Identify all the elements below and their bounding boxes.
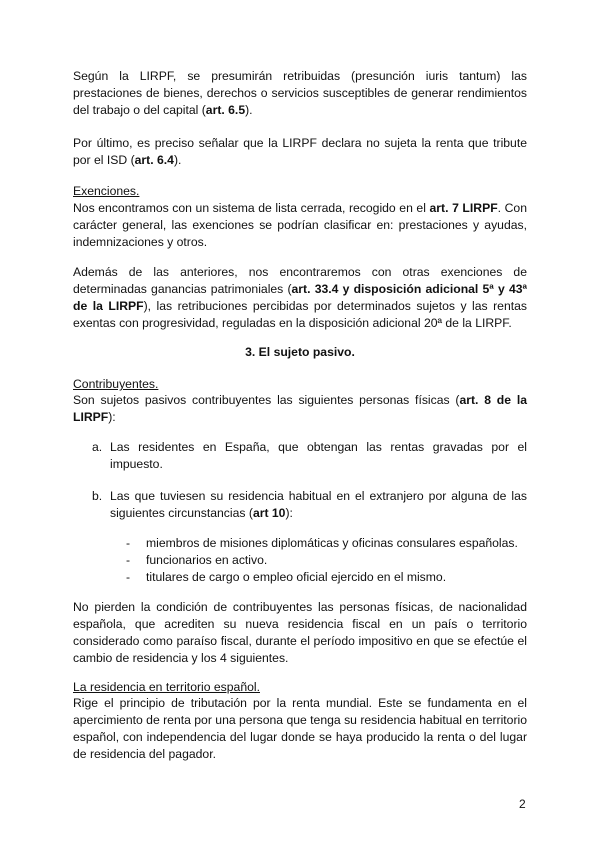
list-item-text: Las que tuviesen su residencia habitual en el extranjero por alguna de las siguientes circunstancias (art 10): <box>110 489 527 520</box>
paragraph-exenciones: Nos encontramos con un sistema de lista cerrada, recogido en el art. 7 LIRPF. Con carácter general, las exenciones se podrían clasificar en: prestaciones y ayudas, indemnizaciones y otros. <box>73 201 527 249</box>
list-item-b <box>92 488 527 522</box>
ref-art-10: art 10 <box>252 506 286 520</box>
section-title: 3. El sujeto pasivo. <box>245 345 355 359</box>
paragraph-residencia: Rige el principio de tributación por la renta mundial. Este se fundamenta en el apercimiento de renta por una persona que tenga su residencia habitual en territorio español, con independencia del lugar donde se haya producido la renta o del lugar de residencia del pagador. <box>73 696 527 761</box>
list-marker: a. <box>92 440 103 454</box>
heading-contribuyentes: Contribuyentes. <box>73 377 159 391</box>
list-item-text: Las residentes en España, que obtengan las rentas gravadas por el impuesto. <box>110 440 527 471</box>
ref-art-6-4: art. 6.4 <box>134 153 174 167</box>
sublist-item: - funcionarios en activo. <box>126 553 268 567</box>
ref-art-8: art. 8 de la LIRPF <box>73 393 527 424</box>
list-item-a <box>92 439 527 473</box>
paragraph-contribuyentes: Son sujetos pasivos contribuyentes las siguientes personas físicas (art. 8 de la LIRPF): <box>73 393 527 424</box>
paragraph-presuncion: Según la LIRPF, se presumirán retribuidas (presunción iuris tantum) las prestaciones de bienes, derechos o servicios susceptibles de generar rendimientos del trabajo o del capital (art. 6.5). <box>73 69 527 117</box>
page-number: 2 <box>519 797 526 811</box>
heading-residencia: La residencia en territorio español. <box>73 680 260 694</box>
sublist <box>126 535 526 586</box>
heading-exenciones: Exenciones. <box>73 184 140 198</box>
ref-art-7: art. 7 LIRPF <box>429 201 498 215</box>
ref-art-33-4: art. 33.4 y disposición adicional 5ª y 43ª de la LIRPF <box>73 282 528 313</box>
paragraph-no-sujeta: Por último, es preciso señalar que la LIRPF declara no sujeta la renta que tribute por el ISD (art. 6.4). <box>73 136 527 167</box>
paragraph-otras-exenciones: Además de las anteriores, nos encontraremos con otras exenciones de determinadas ganancias patrimoniales (art. 33.4 y disposición adicional 5ª y 43ª de la LIRPF), las retribuciones percibidas por determinados sujetos y las rentas exentas con progresividad, reguladas en la disposición adicional 20ª de la LIRPF. <box>73 265 528 330</box>
sublist-item: - miembros de misiones diplomáticas y oficinas consulares españolas. <box>126 536 518 550</box>
ref-art-6-5: art. 6.5 <box>205 103 246 117</box>
sublist-item: - titulares de cargo o empleo oficial ejercido en el mismo. <box>126 570 447 584</box>
list-marker: b. <box>92 489 103 503</box>
paragraph-paraiso-fiscal: No pierden la condición de contribuyentes las personas físicas, de nacionalidad española, que acrediten su nueva residencia fiscal en un país o territorio considerado como paraíso fiscal, durante el período impositivo en que se efectúe el cambio de residencia y los 4 siguientes. <box>73 600 527 665</box>
